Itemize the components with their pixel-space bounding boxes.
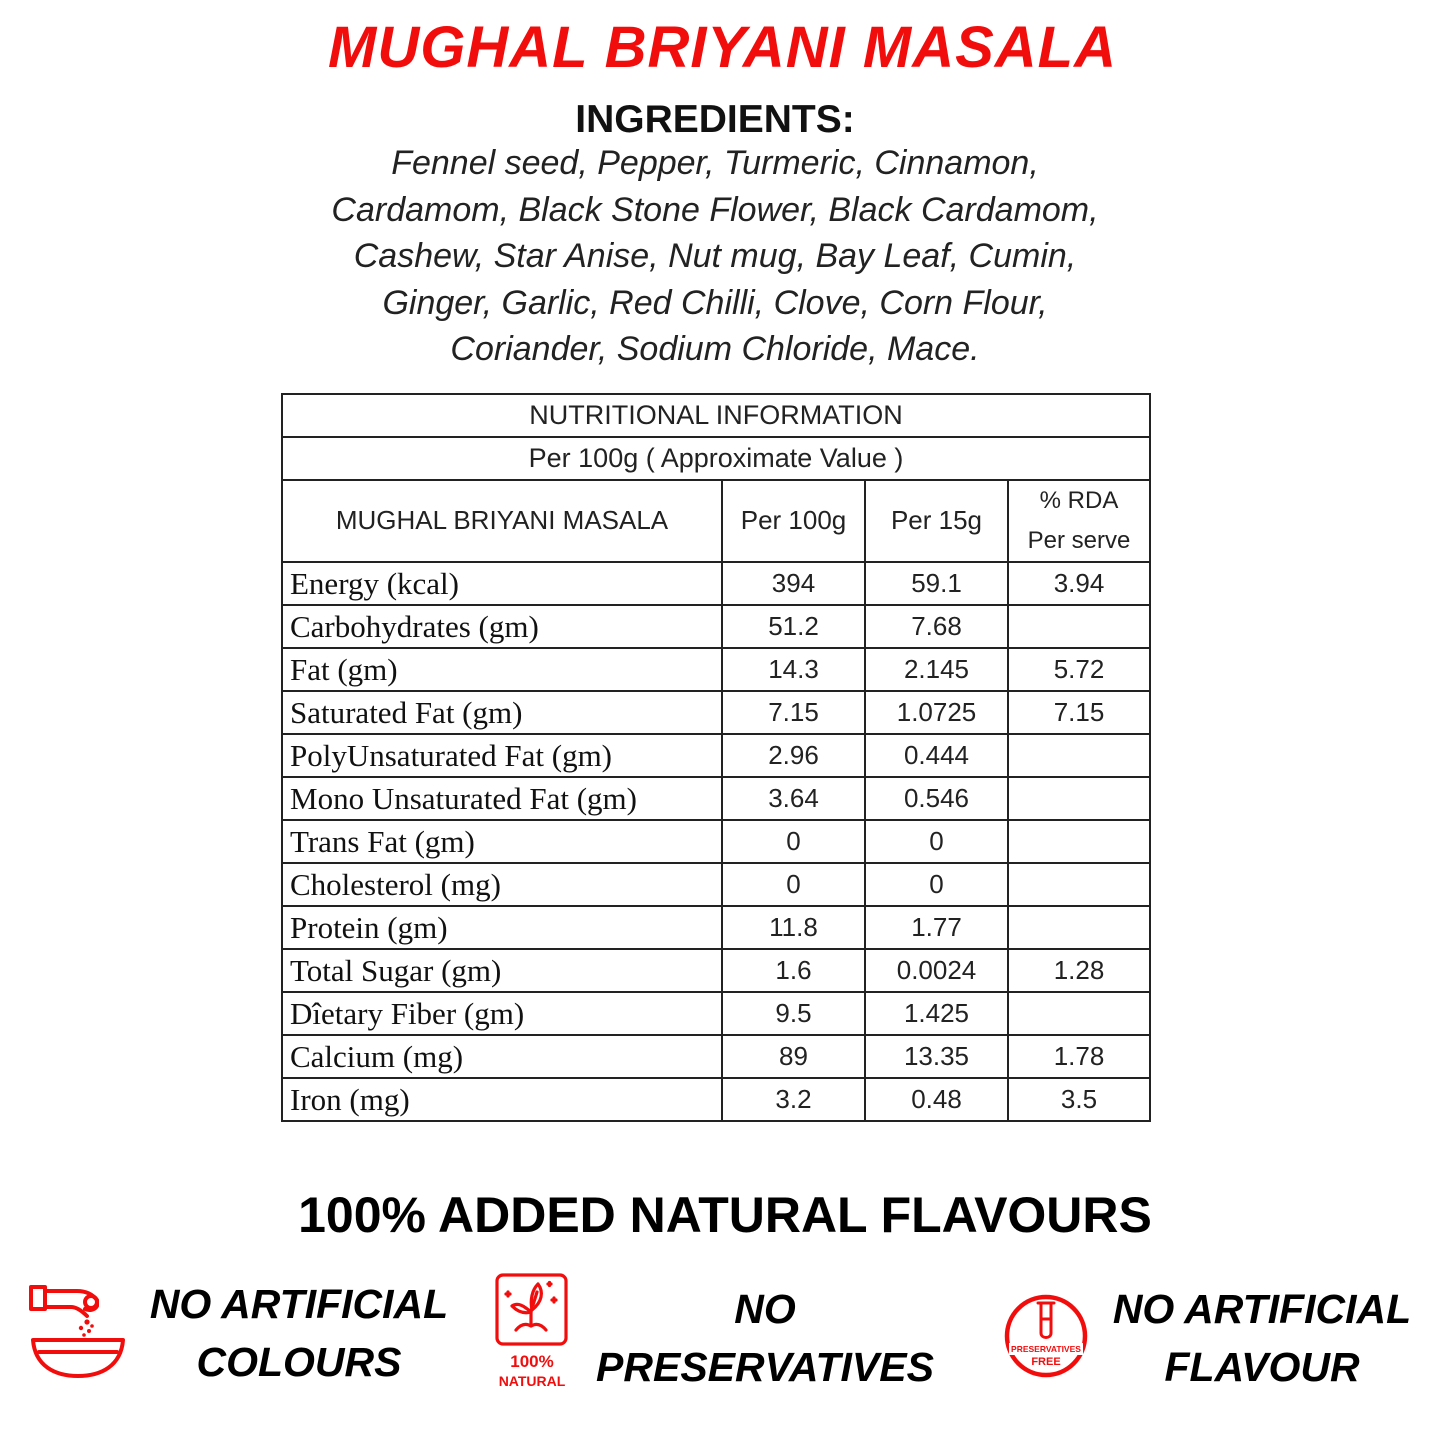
badge-line: NO — [734, 1286, 796, 1332]
preservatives-free-icon — [1003, 1293, 1089, 1379]
nutrient-name-cell: Protein (gm) — [282, 906, 722, 949]
per-100g-cell: 1.6 — [722, 949, 865, 992]
nutrient-name-cell: PolyUnsaturated Fat (gm) — [282, 734, 722, 777]
per-100g-cell: 89 — [722, 1035, 865, 1078]
nutrition-table-wrapper — [281, 393, 1151, 1122]
per-100g-cell: 0 — [722, 820, 865, 863]
rda-cell — [1008, 777, 1150, 820]
table-row — [282, 1035, 1150, 1078]
ingredients-list — [240, 140, 1190, 373]
per-100g-cell: 51.2 — [722, 605, 865, 648]
rda-cell — [1008, 906, 1150, 949]
no-preservatives-label — [590, 1280, 940, 1396]
table-row — [282, 562, 1150, 605]
nutrient-name-cell: Trans Fat (gm) — [282, 820, 722, 863]
per-15g-cell: 2.145 — [865, 648, 1008, 691]
per-15g-cell: 0 — [865, 863, 1008, 906]
table-row — [282, 863, 1150, 906]
badge-line: NO ARTIFICIAL — [1112, 1286, 1412, 1332]
badge-line: NO ARTIFICIAL — [149, 1281, 449, 1327]
table-row — [282, 734, 1150, 777]
per-100g-cell: 3.2 — [722, 1078, 865, 1121]
rda-cell — [1008, 605, 1150, 648]
nutrient-name-cell: Fat (gm) — [282, 648, 722, 691]
per-15g-cell: 59.1 — [865, 562, 1008, 605]
per-100g-cell: 11.8 — [722, 906, 865, 949]
per-100g-cell: 394 — [722, 562, 865, 605]
rda-cell: 3.94 — [1008, 562, 1150, 605]
table-row — [282, 949, 1150, 992]
per-15g-cell: 1.425 — [865, 992, 1008, 1035]
nutrition-table — [281, 393, 1151, 1122]
column-header-rda — [1008, 480, 1150, 562]
ingredients-line: Cashew, Star Anise, Nut mug, Bay Leaf, Cumin, — [353, 237, 1077, 275]
natural-plant-icon — [490, 1272, 575, 1392]
nutrient-name-cell: Total Sugar (gm) — [282, 949, 722, 992]
ingredients-line: Fennel seed, Pepper, Turmeric, Cinnamon, — [391, 144, 1039, 182]
icon-text: PRESERVATIVES — [1011, 1344, 1081, 1354]
rda-cell — [1008, 820, 1150, 863]
rda-cell: 5.72 — [1008, 648, 1150, 691]
rda-label: % RDA — [1039, 487, 1119, 514]
nutrient-name-cell: Energy (kcal) — [282, 562, 722, 605]
table-row — [282, 691, 1150, 734]
table-row — [282, 1078, 1150, 1121]
ingredients-heading: INGREDIENTS: — [575, 98, 855, 141]
rda-cell — [1008, 734, 1150, 777]
table-row — [282, 820, 1150, 863]
nutrient-name-cell: Cholesterol (mg) — [282, 863, 722, 906]
per-15g-cell: 0.0024 — [865, 949, 1008, 992]
table-row — [282, 906, 1150, 949]
per-100g-cell: 9.5 — [722, 992, 865, 1035]
per-15g-cell: 0 — [865, 820, 1008, 863]
nutrient-name-cell: Mono Unsaturated Fat (gm) — [282, 777, 722, 820]
per-100g-cell: 2.96 — [722, 734, 865, 777]
nutrient-name-cell: Calcium (mg) — [282, 1035, 722, 1078]
per-100g-cell: 3.64 — [722, 777, 865, 820]
per-15g-cell: 13.35 — [865, 1035, 1008, 1078]
table-row — [282, 648, 1150, 691]
rda-cell: 7.15 — [1008, 691, 1150, 734]
per-15g-cell: 1.0725 — [865, 691, 1008, 734]
per-15g-cell: 0.546 — [865, 777, 1008, 820]
rda-cell: 1.28 — [1008, 949, 1150, 992]
per-100g-cell: 14.3 — [722, 648, 865, 691]
table-header-row — [282, 480, 1150, 562]
per-15g-cell: 1.77 — [865, 906, 1008, 949]
ingredients-line: Coriander, Sodium Chloride, Mace. — [450, 330, 980, 368]
column-header-product: MUGHAL BRIYANI MASALA — [282, 480, 722, 562]
rda-cell: 3.5 — [1008, 1078, 1150, 1121]
rda-cell: 1.78 — [1008, 1035, 1150, 1078]
nutrient-name-cell: Carbohydrates (gm) — [282, 605, 722, 648]
nutrition-rows — [282, 562, 1150, 1121]
nutrient-name-cell: Iron (mg) — [282, 1078, 722, 1121]
product-title: MUGHAL BRIYANI MASALA — [328, 15, 1117, 80]
per-15g-cell: 7.68 — [865, 605, 1008, 648]
nutrition-subtitle: Per 100g ( Approximate Value ) — [282, 437, 1150, 480]
nutrient-name-cell: Saturated Fat (gm) — [282, 691, 722, 734]
icon-text: 100% — [510, 1352, 554, 1371]
per-100g-cell: 0 — [722, 863, 865, 906]
icon-text: NATURAL — [498, 1373, 566, 1389]
badge-line: COLOURS — [196, 1339, 402, 1385]
per-100g-cell: 7.15 — [722, 691, 865, 734]
badge-line: PRESERVATIVES — [596, 1344, 934, 1390]
per-15g-cell: 0.444 — [865, 734, 1008, 777]
per-serve-label: Per serve — [1027, 527, 1131, 554]
table-row — [282, 777, 1150, 820]
table-row — [282, 992, 1150, 1035]
ingredients-line: Cardamom, Black Stone Flower, Black Cardamom, — [331, 190, 1099, 229]
column-header-per-15g: Per 15g — [865, 480, 1008, 562]
rda-cell — [1008, 992, 1150, 1035]
column-header-per-100g: Per 100g — [722, 480, 865, 562]
nutrition-title: NUTRITIONAL INFORMATION — [282, 394, 1150, 437]
table-row — [282, 605, 1150, 648]
badge-line: FLAVOUR — [1164, 1344, 1360, 1390]
natural-flavours-heading: 100% ADDED NATURAL FLAVOURS — [298, 1187, 1152, 1243]
icon-text: FREE — [1031, 1356, 1061, 1368]
nutrient-name-cell: Dîetary Fiber (gm) — [282, 992, 722, 1035]
hand-sprinkle-bowl-icon — [27, 1282, 127, 1382]
no-artificial-colours-label — [140, 1275, 458, 1391]
ingredients-line: Ginger, Garlic, Red Chilli, Clove, Corn Flour, — [382, 283, 1048, 322]
no-artificial-flavour-label — [1102, 1280, 1422, 1396]
rda-cell — [1008, 863, 1150, 906]
per-15g-cell: 0.48 — [865, 1078, 1008, 1121]
